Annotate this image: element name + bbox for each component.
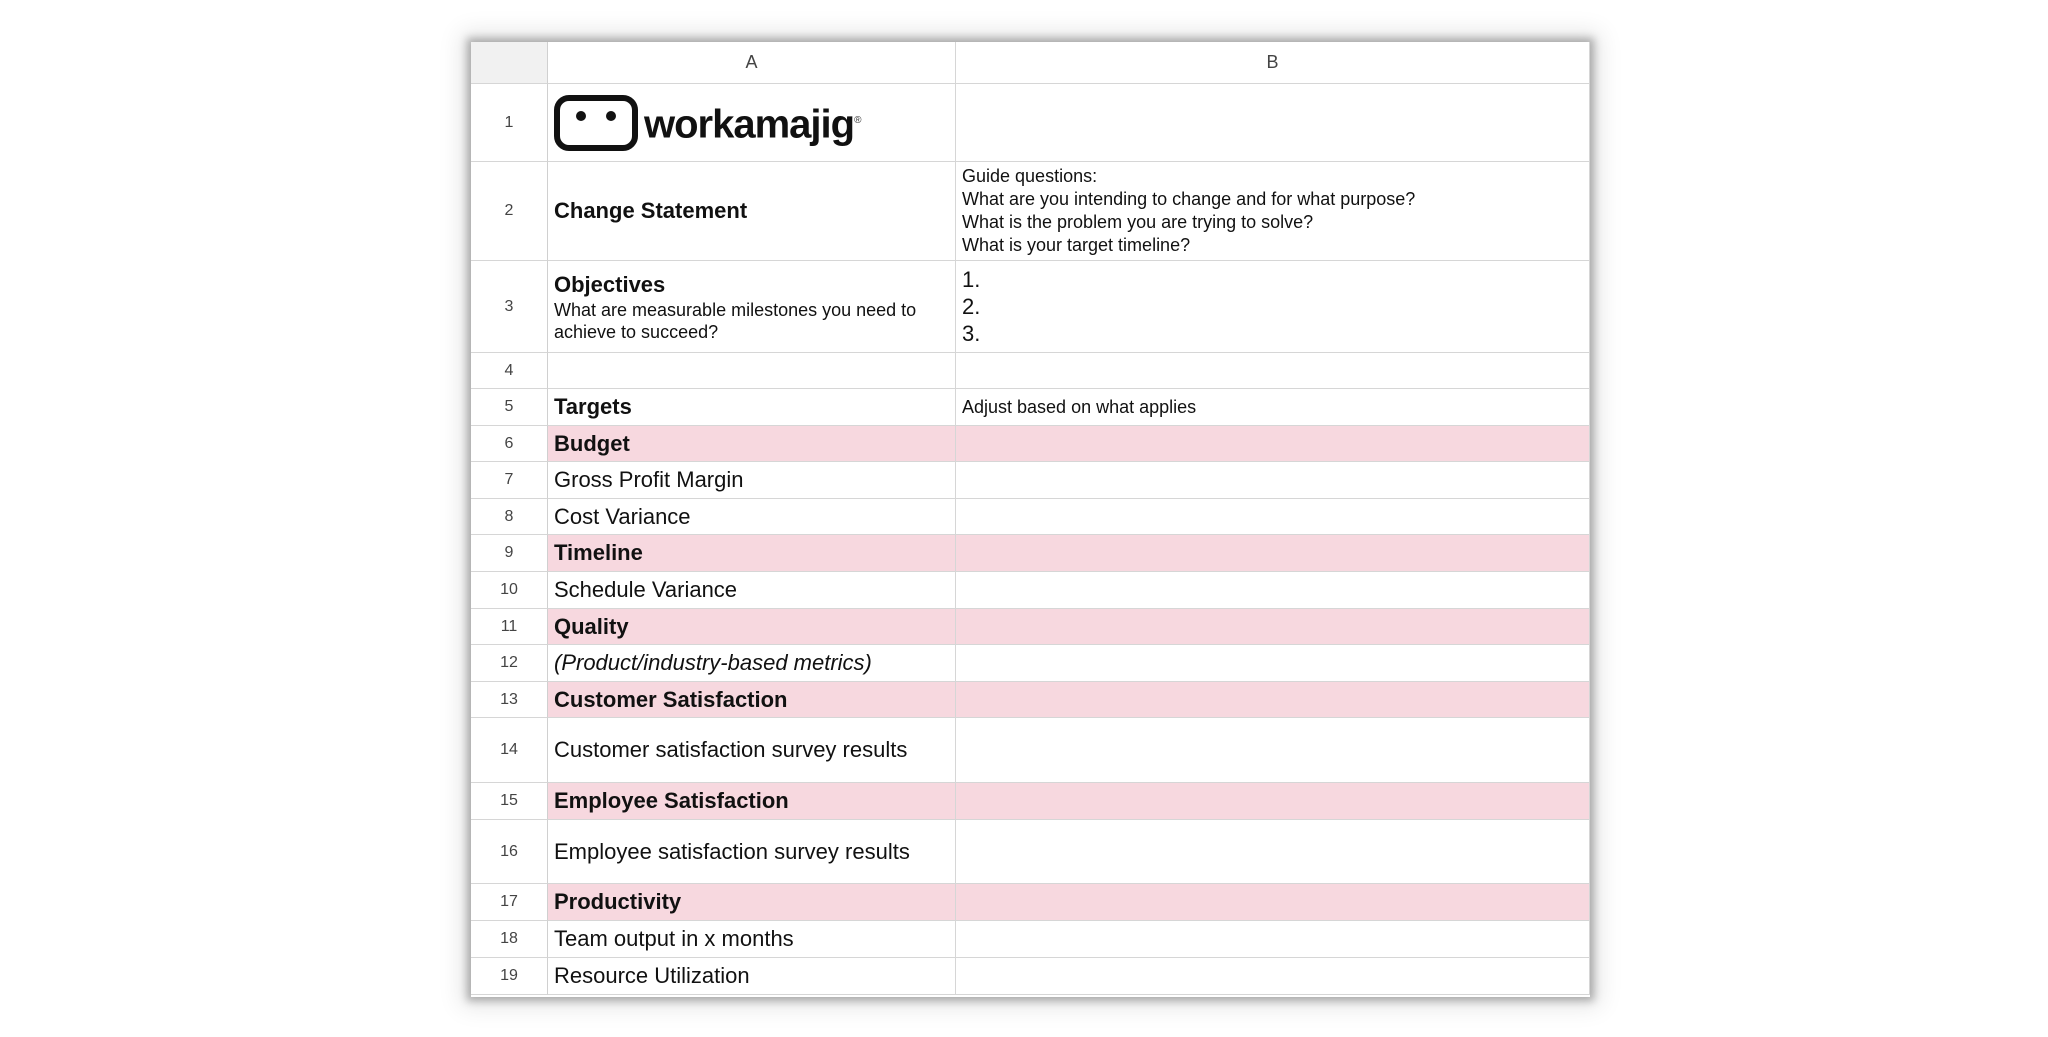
cell-a13[interactable]: Customer Satisfaction xyxy=(548,682,956,718)
cell-a3[interactable] xyxy=(548,261,956,353)
workamajig-logo xyxy=(554,95,949,151)
cell-b8[interactable] xyxy=(956,499,1590,535)
row-header[interactable]: 2 xyxy=(471,162,548,261)
row-15 xyxy=(471,783,1590,820)
cell-a9[interactable]: Timeline xyxy=(548,535,956,572)
cell-b13[interactable] xyxy=(956,682,1590,718)
row-header[interactable]: 3 xyxy=(471,261,548,353)
row-16 xyxy=(471,820,1590,884)
logo-wordmark: workamajig® xyxy=(644,102,861,147)
row-header[interactable]: 7 xyxy=(471,462,548,499)
cell-b2[interactable] xyxy=(956,162,1590,261)
guide-line: What is your target timeline? xyxy=(962,235,1191,255)
row-10 xyxy=(471,572,1590,609)
row-header[interactable]: 1 xyxy=(471,84,548,162)
cell-a8[interactable]: Cost Variance xyxy=(548,499,956,535)
cell-b12[interactable] xyxy=(956,645,1590,682)
row-header[interactable]: 19 xyxy=(471,958,548,995)
row-header[interactable]: 9 xyxy=(471,535,548,572)
cell-a14[interactable]: Customer satisfaction survey results xyxy=(548,718,956,783)
row-2 xyxy=(471,162,1590,261)
cell-a7[interactable]: Gross Profit Margin xyxy=(548,462,956,499)
row-header[interactable]: 10 xyxy=(471,572,548,609)
cell-b19[interactable] xyxy=(956,958,1590,995)
row-5 xyxy=(471,389,1590,426)
cell-b11[interactable] xyxy=(956,609,1590,645)
cell-a17[interactable]: Productivity xyxy=(548,884,956,921)
row-header[interactable]: 16 xyxy=(471,820,548,884)
cell-b15[interactable] xyxy=(956,783,1590,820)
cell-b7[interactable] xyxy=(956,462,1590,499)
row-14 xyxy=(471,718,1590,783)
cell-b4[interactable] xyxy=(956,353,1590,389)
row-header[interactable]: 11 xyxy=(471,609,548,645)
row-3 xyxy=(471,261,1590,353)
spreadsheet xyxy=(471,42,1590,997)
row-header[interactable]: 15 xyxy=(471,783,548,820)
row-17 xyxy=(471,884,1590,921)
row-header[interactable]: 13 xyxy=(471,682,548,718)
row-4 xyxy=(471,353,1590,389)
cell-a2[interactable]: Change Statement xyxy=(548,162,956,261)
row-18 xyxy=(471,921,1590,958)
cell-a12[interactable]: (Product/industry-based metrics) xyxy=(548,645,956,682)
row-header[interactable]: 18 xyxy=(471,921,548,958)
row-11 xyxy=(471,609,1590,645)
cell-b18[interactable] xyxy=(956,921,1590,958)
row-9 xyxy=(471,535,1590,572)
objectives-subtitle: What are measurable milestones you need to achieve to succeed? xyxy=(554,299,917,342)
objectives-title: Objectives xyxy=(554,271,666,297)
cell-b17[interactable] xyxy=(956,884,1590,921)
row-header[interactable]: 4 xyxy=(471,353,548,389)
cell-a10[interactable]: Schedule Variance xyxy=(548,572,956,609)
cell-b9[interactable] xyxy=(956,535,1590,572)
row-12 xyxy=(471,645,1590,682)
row-header[interactable]: 12 xyxy=(471,645,548,682)
objective-item: 3. xyxy=(962,321,981,346)
cell-a15[interactable]: Employee Satisfaction xyxy=(548,783,956,820)
row-header[interactable]: 14 xyxy=(471,718,548,783)
row-7 xyxy=(471,462,1590,499)
row-1 xyxy=(471,84,1590,162)
cell-a6[interactable]: Budget xyxy=(548,426,956,462)
cell-b1[interactable] xyxy=(956,84,1590,162)
cell-b3[interactable] xyxy=(956,261,1590,353)
cell-b5[interactable]: Adjust based on what applies xyxy=(956,389,1590,426)
cell-b10[interactable] xyxy=(956,572,1590,609)
objective-item: 1. xyxy=(962,267,981,292)
cell-a11[interactable]: Quality xyxy=(548,609,956,645)
column-header-a[interactable]: A xyxy=(548,42,956,84)
cell-b6[interactable] xyxy=(956,426,1590,462)
row-header[interactable]: 5 xyxy=(471,389,548,426)
cell-a19[interactable]: Resource Utilization xyxy=(548,958,956,995)
row-13 xyxy=(471,682,1590,718)
cell-a16[interactable]: Employee satisfaction survey results xyxy=(548,820,956,884)
select-all-corner[interactable] xyxy=(471,42,548,84)
column-header-b[interactable]: B xyxy=(956,42,1590,84)
guide-line: What is the problem you are trying to solve? xyxy=(962,212,1314,232)
row-header[interactable]: 8 xyxy=(471,499,548,535)
row-8 xyxy=(471,499,1590,535)
row-6 xyxy=(471,426,1590,462)
guide-line: Guide questions: xyxy=(962,166,1098,186)
row-19 xyxy=(471,958,1590,995)
cell-b14[interactable] xyxy=(956,718,1590,783)
guide-line: What are you intending to change and for what purpose? xyxy=(962,189,1416,209)
row-header[interactable]: 17 xyxy=(471,884,548,921)
objective-item: 2. xyxy=(962,294,981,319)
cell-b16[interactable] xyxy=(956,820,1590,884)
cell-a5[interactable]: Targets xyxy=(548,389,956,426)
cell-a18[interactable]: Team output in x months xyxy=(548,921,956,958)
cell-a1[interactable] xyxy=(548,84,956,162)
cell-a4[interactable] xyxy=(548,353,956,389)
row-header[interactable]: 6 xyxy=(471,426,548,462)
robot-face-icon xyxy=(554,95,638,151)
